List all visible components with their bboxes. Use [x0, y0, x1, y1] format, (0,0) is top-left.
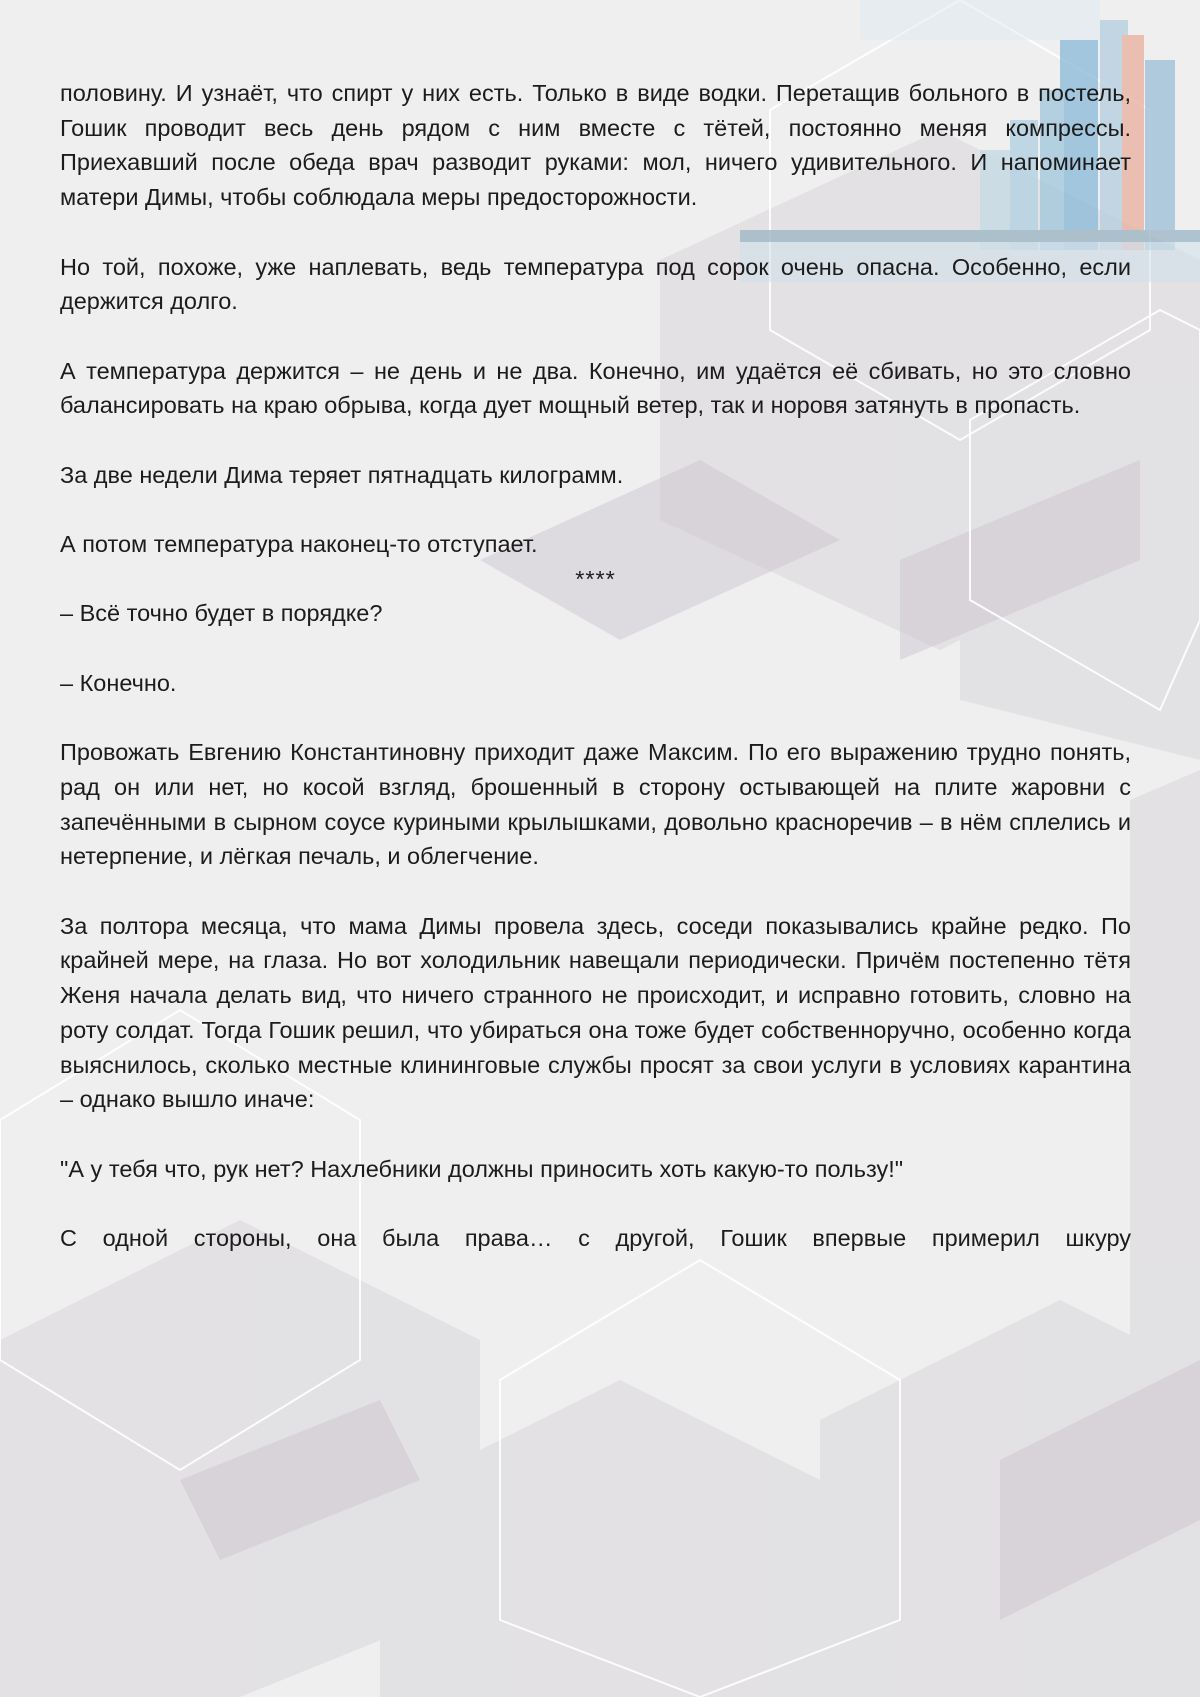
paragraph: половину. И узнаёт, что спирт у них есть. Только в виде водки. Перетащив больного в постель, Гошик проводит весь день рядом с ним вместе с тётей, постоянно меняя компрессы. Приехавший после обеда врач разводит руками: мол, ничего удивительного. И напоминает матери Димы, чтобы соблюдала меры предосторожности.	[60, 80, 1131, 211]
quote-line: "А у тебя что, рук нет? Нахлебники должны приносить хоть какую-то пользу!"	[60, 1155, 904, 1182]
paragraph: Провожать Евгению Константиновну приходит даже Максим. По его выражению трудно понять, рад он или нет, но косой взгляд, брошенный в сторону остывающей на плите жаровни с запечёнными в сырном соусе куриными крылышками, довольно красноречив – в нём сплелись и нетерпение, и лёгкая печаль, и облегчение.	[60, 739, 1131, 870]
paragraph: А температура держится – не день и не два. Конечно, им удаётся её сбивать, но это словно балансировать на краю обрыва, когда дует мощный ветер, так и норовя затянуть в пропасть.	[60, 357, 1131, 419]
dialogue-line: – Всё точно будет в порядке?	[60, 600, 383, 627]
paragraph: За две недели Дима теряет пятнадцать килограмм.	[60, 461, 624, 488]
document-page	[60, 76, 1131, 1256]
paragraph: А потом температура наконец-то отступает.	[60, 531, 538, 558]
paragraph: С одной стороны, она была права… с другой, Гошик впервые примерил шкуру	[60, 1225, 1131, 1252]
dialogue-line: – Конечно.	[60, 669, 177, 696]
paragraph: Но той, похоже, уже наплевать, ведь температура под сорок очень опасна. Особенно, если держится долго.	[60, 253, 1131, 315]
paragraph: За полтора месяца, что мама Димы провела здесь, соседи показывались крайне редко. По крайней мере, на глаза. Но вот холодильник навещали периодически. Причём постепенно тётя Женя начала делать вид, что ничего странного не происходит, и исправно готовить, словно на роту солдат. Тогда Гошик решил, что убираться она тоже будет собственноручно, особенно когда выяснилось, сколько местные клининговые службы просят за свои услуги в условиях карантина – однако вышло иначе:	[60, 912, 1131, 1113]
section-separator: ****	[575, 565, 616, 592]
